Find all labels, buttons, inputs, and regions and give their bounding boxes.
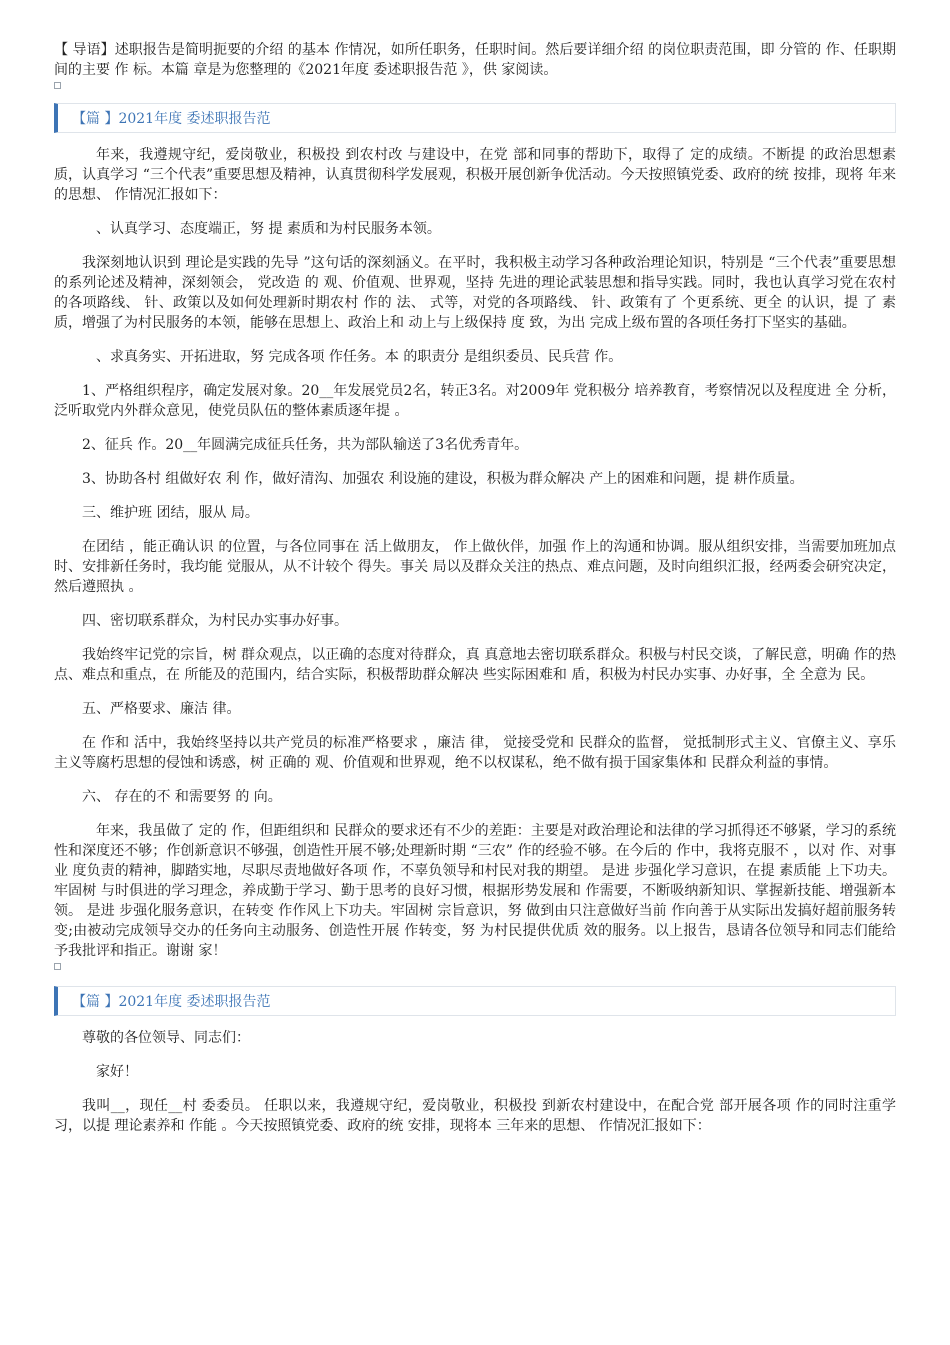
section-1-paragraph: 在团结 ，能正确认识 的位置，与各位同事在 活上做朋友， 作上做伙伴，加强 作上的沟通和协调。服从组织安排，当需要加班加点时、安排新任务时，我均能 觉服从，从不计较个 得失。事关 局以及群众关注的热点、难点问题，及时向组织汇报，经两委会研究决定，然后遵照执 。 xyxy=(54,539,896,595)
section-1-paragraph: 1、严格组织程序，确定发展对象。20__年发展党员2名，转正3名。对2009年 党积极分 培养教育，考察情况以及程度进 全 分析， 泛听取党内外群众意见，使党员队伍的整体素质逐年提 。 xyxy=(54,383,896,419)
section-1-subheading: 六、 存在的不 和需要努 的 向。 xyxy=(82,789,282,805)
section-1-paragraph: 年来，我遵规守纪，爱岗敬业，积极投 到农村改 与建设中，在党 部和同事的帮助下，取得了 定的成绩。不断提 的政治思想素质，认真学习 “三个代表”重要思想及精神，认真贯彻科学发展观，积极开展创新争优活动。今天按照镇党委、政府的统 按排，现将 年来的思想、 作情况汇报如下： xyxy=(54,147,896,203)
section-1-subheading: 三、维护班 团结，服从 局。 xyxy=(82,505,259,521)
section-1-paragraph: 在 作和 活中，我始终坚持以共产党员的标准严格要求 ，廉洁 律， 觉接受党和 民群众的监督， 觉抵制形式主义、官僚主义、享乐主义等腐朽思想的侵蚀和诱惑，树 正确的 观、价值观和世界观，绝不以权谋私，绝不做有损于国家集体和 民群众利益的事情。 xyxy=(54,735,896,771)
section-1-title: 【篇 】2021年度 委述职报告范 xyxy=(54,103,896,133)
section-1-subheading: 四、密切联系群众，为村民办实事办好事。 xyxy=(82,613,348,629)
section-1-paragraph: 我始终牢记党的宗旨，树 群众观点，以正确的态度对待群众，真 真意地去密切联系群众。积极与村民交谈，了解民意，明确 作的热点、难点和重点，在 所能及的范围内，结合实际，积极帮助群众解决 些实际困难和 盾，积极为村民办实事、办好事，全 全意为 民。 xyxy=(54,647,896,683)
section-2-title: 【篇 】2021年度 委述职报告范 xyxy=(54,986,896,1016)
intro-paragraph: 【 导语】述职报告是简明扼要的介绍 的基本 作情况，如所任职务，任职时间。然后要详细介绍 的岗位职责范围，即 分管的 作、任职期间的主要 作 标。本篇 章是为您整理的《2021年度 委述职报告范 》，供 家阅读。 xyxy=(54,42,896,78)
section-1-subheading: 五、严格要求、廉洁 律。 xyxy=(82,701,241,717)
section-1-paragraph: 我深刻地认识到 理论是实践的先导 ”这句话的深刻涵义。在平时，我积极主动学习各种政治理论知识，特别是 “三个代表”重要思想的系列论述及精神，深刻领会， 党改造 的 观、价值观、世界观，坚持 先进的理论武装思想和指导实践。同时，我也认真学习党在农村的各项路线、 针、政策以及如何处理新时期农村 作的 法、 式等，对党的各项路线、 针、政策有了 个更系统、更全 的认识，提 了 素质，增强了为村民服务的本领，能够在思想上、政治上和 动上与上级保持 度 致，为出 完成上级布置的各项任务打下坚实的基础。 xyxy=(54,255,896,331)
section-1-paragraph: 、求真务实、开拓进取，努 完成各项 作任务。本 的职责分 是组织委员、民兵营 作。 xyxy=(96,349,623,365)
section-1-paragraph: 、认真学习、态度端正，努 提 素质和为村民服务本领。 xyxy=(96,221,441,237)
anchor-marker xyxy=(54,82,61,89)
section-2-paragraph: 家好！ xyxy=(96,1064,138,1080)
section-1-paragraph: 年来，我虽做了 定的 作，但距组织和 民群众的要求还有不少的差距：主要是对政治理论和法律的学习抓得还不够紧，学习的系统性和深度还不够；作创新意识不够强，创造性开展不够;处理新时期 “三农” 作的经验不够。在今后的 作中，我将克服不 ，以对 作、对事业 度负责的精神，脚踏实地，尽职尽责地做好各项 作，不辜负领导和村民对我的期望。 是进 步强化学习意识，在提 素质能 上下功夫。牢固树 与时俱进的学习理念，养成勤于学习、勤于思考的良好习惯，根据形势发展和 作需要，不断吸纳新知识、掌握新技能、增强新本领。 是进 步强化服务意识，在转变 作作风上下功夫。牢固树 宗旨意识，努 做到由只注意做好当前 作向善于从实际出发搞好超前服务转变;由被动完成领导交办的任务向主动服务、创造性开展 作转变，努 为村民提供优质 效的服务。以上报告，恳请各位领导和同志们能给予我批评和指正。谢谢 家！ xyxy=(54,823,896,959)
document-page xyxy=(54,40,896,1150)
anchor-marker xyxy=(54,963,61,970)
section-2-paragraph: 尊敬的各位领导、同志们： xyxy=(82,1030,250,1046)
section-2-paragraph: 我叫__，现任__村 委委员。 任职以来，我遵规守纪，爱岗敬业，积极投 到新农村建设中，在配合党 部开展各项 作的同时注重学习，以提 理论素养和 作能 。今天按照镇党委、政府的统 安排，现将本 三年来的思想、 作情况汇报如下： xyxy=(54,1098,896,1134)
section-1-paragraph: 3、协助各村 组做好农 利 作，做好清沟、加强农 利设施的建设，积极为群众解决 产上的困难和问题，提 耕作质量。 xyxy=(82,471,804,487)
section-1-paragraph: 2、征兵 作。20__年圆满完成征兵任务，共为部队输送了3名优秀青年。 xyxy=(82,437,529,453)
